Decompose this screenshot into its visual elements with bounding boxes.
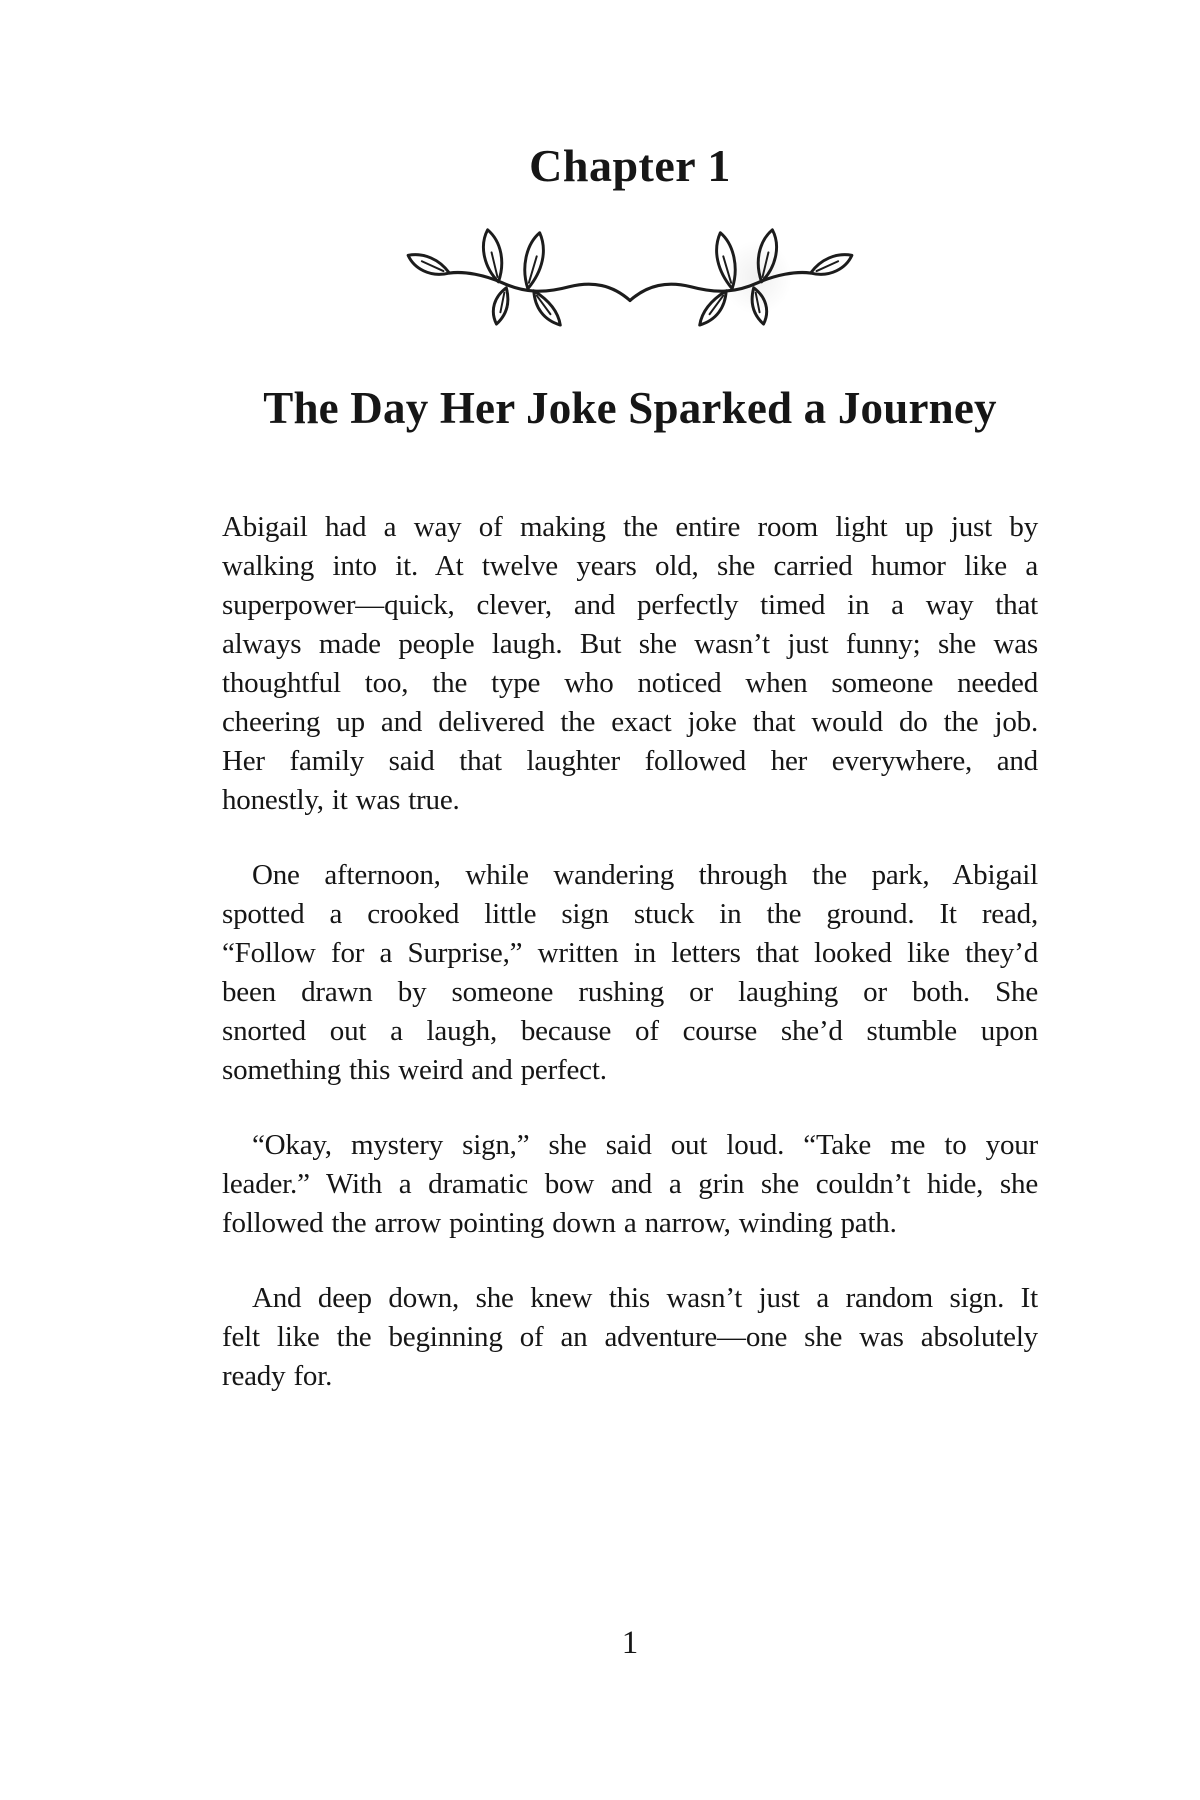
paragraph-line: always made people laugh. But she wasn’t just funny; she was: [222, 628, 1038, 660]
paragraph-line: One afternoon, while wandering through the park, Abigail: [252, 859, 1038, 891]
paragraph-line: “Follow for a Surprise,” written in letters that looked like they’d: [222, 937, 1038, 969]
page-number: 1: [621, 1625, 639, 1661]
paragraph-line: felt like the beginning of an adventure—one she was absolutely: [222, 1321, 1038, 1353]
paragraph-line: Her family said that laughter followed her everywhere, and: [222, 745, 1038, 777]
paragraph-line: snorted out a laugh, because of course she’d stumble upon: [222, 1015, 1038, 1047]
paragraph-line: walking into it. At twelve years old, she carried humor like a: [222, 550, 1038, 582]
paragraph-line: superpower—quick, clever, and perfectly timed in a way that: [222, 589, 1038, 621]
paragraph-line: followed the arrow pointing down a narrow, winding path.: [222, 1207, 897, 1239]
paragraph-line: And deep down, she knew this wasn’t just a random sign. It: [252, 1282, 1038, 1314]
chapter-title: The Day Her Joke Sparked a Journey: [263, 383, 997, 433]
paragraph: [222, 1126, 1038, 1243]
body-paragraphs: [222, 508, 1038, 1396]
paragraph-line: thoughtful too, the type who noticed when someone needed: [222, 667, 1038, 699]
chapter-heading: Chapter 1: [529, 140, 731, 191]
laurel-divider-ornament: [404, 220, 856, 328]
paragraph-line: leader.” With a dramatic bow and a grin she couldn’t hide, she: [222, 1168, 1038, 1200]
paragraph-line: Abigail had a way of making the entire room light up just by: [222, 511, 1038, 543]
paragraph: [222, 856, 1038, 1090]
paragraph: [222, 508, 1038, 820]
paragraph-line: something this weird and perfect.: [222, 1054, 607, 1086]
ornament-wrap: [222, 220, 1038, 328]
paragraph-line: “Okay, mystery sign,” she said out loud. “Take me to your: [252, 1129, 1038, 1161]
paragraph-line: spotted a crooked little sign stuck in the ground. It read,: [222, 898, 1038, 930]
paragraph-line: ready for.: [222, 1360, 333, 1392]
paragraph-line: cheering up and delivered the exact joke that would do the job.: [222, 706, 1038, 738]
text-column: [222, 0, 1038, 1396]
paragraph-line: honestly, it was true.: [222, 784, 460, 816]
paragraph: [222, 1279, 1038, 1396]
paragraph-line: been drawn by someone rushing or laughing or both. She: [222, 976, 1038, 1008]
